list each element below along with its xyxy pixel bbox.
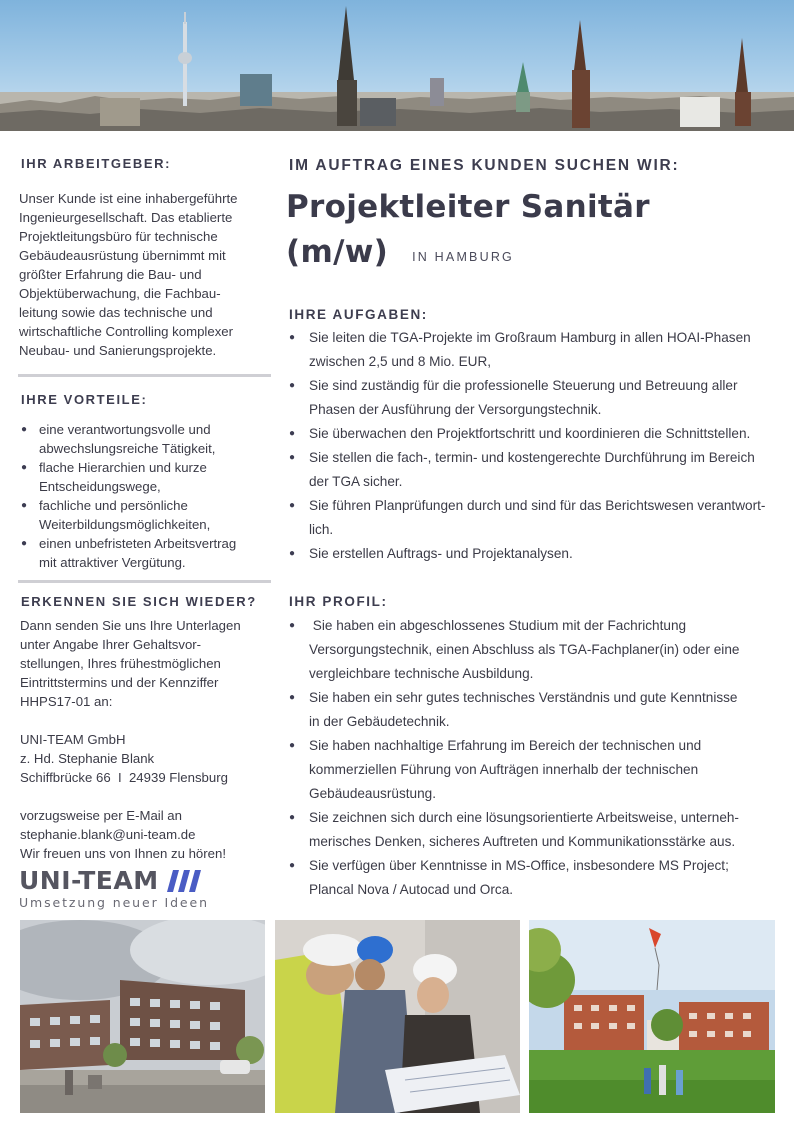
section-divider	[18, 374, 271, 377]
email-contact: vorzugsweise per E-Mail an stephanie.blank@uni-team.de Wir freuen uns von Ihnen zu hören!	[20, 806, 280, 863]
apply-heading: ERKENNEN SIE SICH WIEDER?	[21, 594, 257, 609]
list-item: ● Sie stellen die fach-, termin- und kostengerechte Durchführung im Bereich der TGA sicher.	[289, 450, 755, 489]
hamburg-skyline-banner	[0, 0, 794, 131]
profile-heading: IHR PROFIL:	[289, 594, 388, 609]
list-item: ● eine verantwortungsvolle und abwechslungsreiche Tätigkeit,	[21, 422, 216, 456]
list-item: ● Sie verfügen über Kenntnisse in MS-Office, insbesondere MS Project; Plancal Nova / Autocad und Orca.	[289, 858, 729, 897]
section-divider	[18, 580, 271, 583]
profile-list	[289, 614, 784, 902]
benefits-list	[21, 420, 271, 572]
benefits-heading: IHRE VORTEILE:	[21, 392, 148, 407]
intro-heading: IM AUFTRAG EINES KUNDEN SUCHEN WIR:	[289, 157, 680, 174]
photo-park-family	[529, 920, 775, 1113]
list-item: ● Sie sind zuständig für die professionelle Steuerung und Betreuung aller Phasen der Ausführung der Versorgungstechnik.	[289, 378, 738, 417]
list-item: ● Sie haben nachhaltige Erfahrung im Bereich der technischen und kommerziellen Führung von Aufträgen innerhalb der technischen Gebäudeausrüstung.	[289, 738, 702, 801]
employer-heading: IHR ARBEITGEBER:	[21, 156, 172, 171]
list-item: ● Sie haben ein sehr gutes technisches Verständnis und gute Kenntnisse in der Gebäudetechnik.	[289, 690, 738, 729]
employer-text: Unser Kunde ist eine inhabergeführte Ingenieurgesellschaft. Das etablierte Projektleitungsbüro für technische Gebäudeausrüstung übernimmt mit größter Erfahrung die Bau- und Objektüberwachung, die Fachbau- leitung sowie das technische und wirtschaftliche Controlling komplexer Neubau- und Sanierungsprojekte.	[19, 191, 238, 358]
photo-engineers-planning	[275, 920, 520, 1113]
apartment-illustration	[20, 920, 265, 1113]
slash-stripes-icon	[167, 870, 201, 892]
list-item: ● Sie erstellen Auftrags- und Projektanalysen.	[289, 546, 573, 561]
engineers-illustration	[275, 920, 520, 1113]
email-link[interactable]: stephanie.blank@uni-team.de	[20, 827, 196, 842]
job-title: Projektleiter Sanitär (m/w) IN HAMBURG	[286, 187, 650, 277]
list-item: ● Sie leiten die TGA-Projekte im Großraum Hamburg in allen HOAI-Phasen zwischen 2,5 und 8 Mio. EUR,	[289, 330, 751, 369]
photo-apartment-buildings	[20, 920, 265, 1113]
list-item: ● Sie führen Planprüfungen durch und sind für das Berichtswesen verantwort- lich.	[289, 498, 766, 537]
list-item: ● Sie zeichnen sich durch eine lösungsorientierte Arbeitsweise, unterneh- merisches Denken, sicheres Auftreten und Kommunikationsstärke aus.	[289, 810, 739, 849]
list-item: ● fachliche und persönliche Weiterbildungsmöglichkeiten,	[21, 498, 211, 532]
list-item: ● einen unbefristeten Arbeitsvertrag mit attraktiver Vergütung.	[21, 536, 237, 570]
uni-team-logo: UNI-TEAM Umsetzung neuer Ideen	[19, 866, 209, 910]
apply-text: Dann senden Sie uns Ihre Unterlagen unter Angabe Ihrer Gehaltsvor- stellungen, Ihres frühestmöglichen Eintrittstermins und der Kennziffer HHPS17-01 an:	[20, 618, 241, 709]
postal-address: UNI-TEAM GmbH z. Hd. Stephanie Blank Schiffbrücke 66 I 24939 Flensburg	[20, 732, 228, 785]
list-item: ● flache Hierarchien und kurze Entscheidungswege,	[21, 460, 207, 494]
location-label: IN HAMBURG	[412, 250, 514, 264]
list-item: ● Sie überwachen den Projektfortschritt und koordinieren die Schnittstellen.	[289, 426, 751, 441]
park-illustration	[529, 920, 775, 1113]
skyline-illustration	[0, 0, 794, 131]
tasks-list	[289, 326, 784, 566]
list-item: ● Sie haben ein abgeschlossenes Studium mit der Fachrichtung Versorgungstechnik, einen Abschluss als TGA-Fachplaner(in) oder eine vergleichbare technische Ausbildung.	[289, 618, 740, 681]
tasks-heading: IHRE AUFGABEN:	[289, 307, 428, 322]
